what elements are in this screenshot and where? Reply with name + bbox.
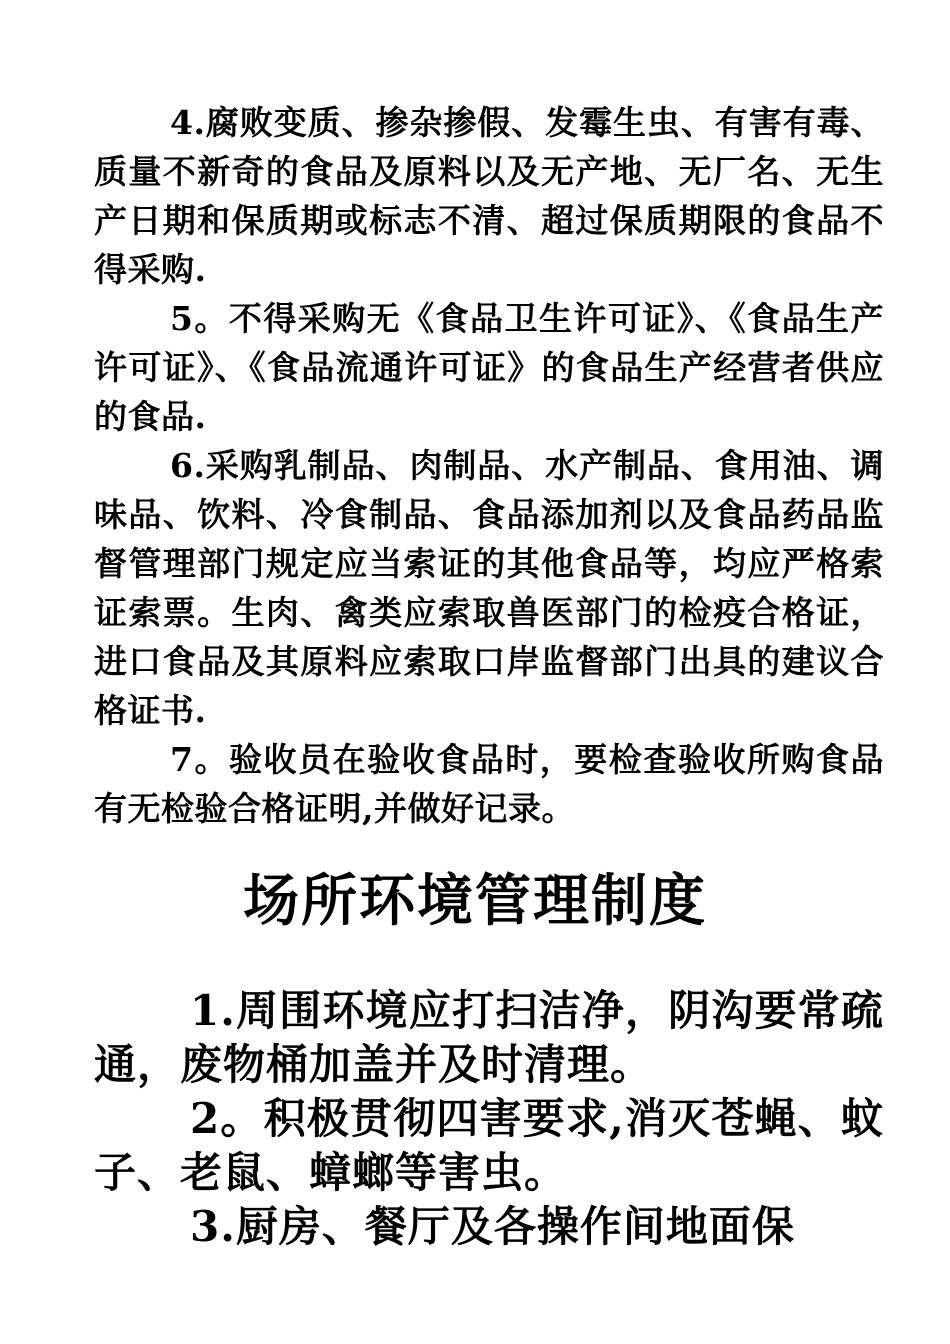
environment-rule-3: 3.厨房、餐厅及各操作间地面保 [190,1202,795,1251]
environment-rule-2: 2。积极贯彻四害要求,消灭苍蝇、蚊子、老鼠、蟑螂等害虫。 [94,1094,884,1197]
section-title: 场所环境管理制度 [243,869,707,934]
rule-paragraph-6: 6.采购乳制品、肉制品、水产制品、食用油、调味品、饮料、冷食制品、食品添加剂以及食品药品监督管理部门规定应当索证的其他食品等，均应严格索证索票。生肉、禽类应索取兽医部门的检疫合格证，进口食品及其原料应索取口岸监督部门出具的建议合格证书. [94,446,884,730]
environment-rule-1: 1.周围环境应打扫洁净，阴沟要常疏通，废物桶加盖并及时清理。 [94,986,884,1089]
procurement-rules-section [94,98,884,833]
environment-rules-section [94,984,884,1254]
rule-paragraph-5: 5。不得采购无《食品卫生许可证》、《食品生产许可证》、《食品流通许可证》的食品生产经营者供应的食品. [94,299,884,436]
rule-paragraph-4: 4.腐败变质、掺杂掺假、发霉生虫、有害有毒、质量不新奇的食品及原料以及无产地、无厂名、无生产日期和保质期或标志不清、超过保质期限的食品不得采购. [94,103,884,289]
rule-paragraph-7: 7。验收员在验收食品时，要检查验收所购食品有无检验合格证明,并做好记录。 [94,740,884,828]
